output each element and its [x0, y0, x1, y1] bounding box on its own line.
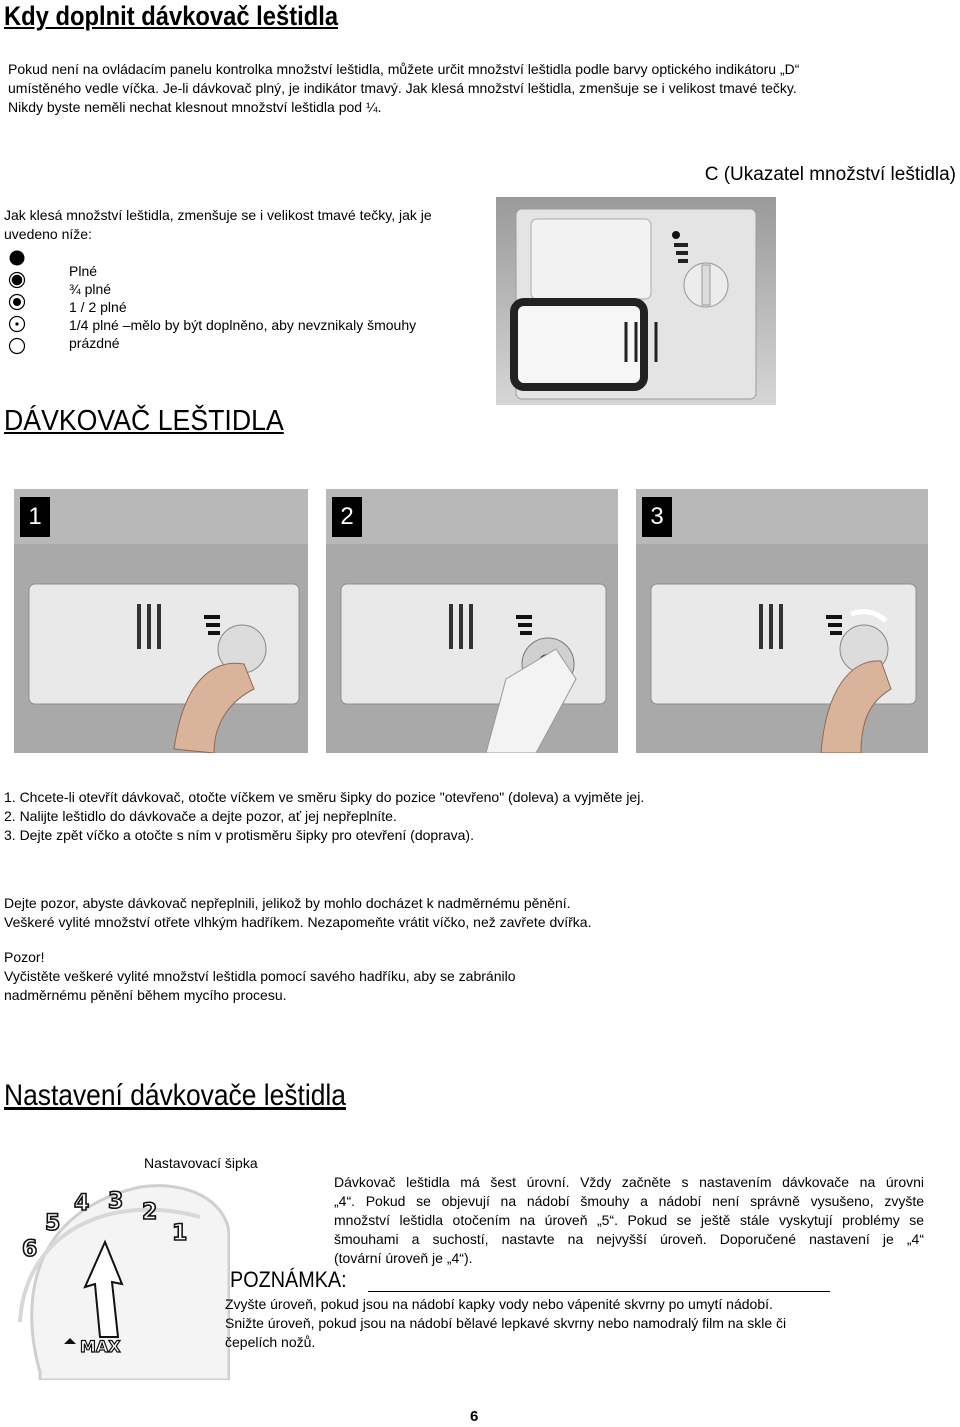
step-item: 3. Dejte zpět víčko a otočte s ním v protisměru šipky pro otevření (doprava). — [4, 827, 474, 843]
note-line: Zvyšte úroveň, pokud jsou na nádobí kapky vody nebo vápenité skvrny po umytí nádobí. — [225, 1296, 773, 1312]
note-line: čepelích nožů. — [225, 1334, 316, 1350]
level-labels — [69, 262, 489, 352]
dial-illustration — [0, 1172, 230, 1380]
dispenser-photo — [496, 197, 776, 405]
intro-line: Nikdy byste neměli nechat klesnout množství leštidla pod ¼. — [8, 99, 382, 115]
level-label: 1 / 2 plné — [69, 299, 127, 315]
caution-text — [4, 894, 954, 932]
dial-number: 4 — [74, 1191, 90, 1216]
dispenser-illustration — [496, 197, 776, 405]
levels-intro-line: Jak klesá množství leštidla, zmenšuje se i velikost tmavé tečky, jak je — [4, 207, 432, 223]
dispenser-heading: DÁVKOVAČ LEŠTIDLA — [4, 405, 284, 437]
step-number-tag: 1 — [20, 497, 50, 537]
step-number-tag: 2 — [332, 497, 362, 537]
level-label: prázdné — [69, 335, 120, 351]
settings-line: (tovární úroveň je „4“). — [334, 1250, 473, 1266]
warning-block — [4, 948, 954, 1005]
levels-intro-line: uvedeno níže: — [4, 226, 92, 242]
note-underline — [368, 1291, 830, 1292]
level-label: Plné — [69, 263, 98, 279]
dial-number: 5 — [45, 1211, 61, 1236]
arrow-label: Nastavovací šipka — [144, 1155, 258, 1171]
dial-number: 3 — [108, 1189, 124, 1214]
level-label: ¾ plné — [69, 281, 112, 297]
dial-number: 6 — [22, 1237, 38, 1262]
note-text — [225, 1295, 925, 1352]
settings-line: Dávkovač leštidla má šest úrovní. Vždy začněte s nastavením dávkovače na úrovni — [334, 1174, 924, 1190]
step-photo-2 — [326, 489, 618, 753]
level-dots — [4, 248, 34, 360]
settings-text — [334, 1173, 924, 1268]
dot-empty-icon — [10, 339, 25, 354]
warning-line: nadměrnému pěnění během mycího procesu. — [4, 987, 287, 1003]
intro-line: umístěného vedle víčka. Je-li dávkovač plný, je indikátor tmavý. Jak klesá množství leštidla, zmenšuje se i velikost tmavé tečky. — [8, 80, 797, 96]
dot-three-quarter-icon — [10, 273, 25, 288]
indicator-caption: C (Ukazatel množství leštidla) — [704, 164, 956, 185]
note-title: POZNÁMKA: — [230, 1267, 347, 1292]
levels-intro — [4, 206, 494, 244]
step-photo-1 — [14, 489, 308, 753]
settings-line: „4“. Pokud se objevují na nádobí šmouhy a nádobí není správně vysušeno, zvyšte — [334, 1193, 924, 1209]
dot-quarter-icon — [10, 317, 25, 332]
dot-full-icon — [10, 251, 25, 266]
caution-line: Dejte pozor, abyste dávkovač nepřeplnili, jelikož by mohlo docházet k nadměrnému pěnění. — [4, 895, 571, 911]
step-photo-3 — [636, 489, 928, 753]
warning-title: Pozor! — [4, 949, 45, 965]
max-label: MAX — [80, 1337, 121, 1356]
steps-list — [4, 788, 954, 845]
settings-line: šmouhami a suchostí, nastavte na nejvyšší úroveň. Doporučené nastavení je „4“ — [334, 1231, 924, 1247]
warning-line: Vyčistěte veškeré vylité množství leštidla pomocí savého hadříku, aby se zabránilo — [4, 968, 516, 984]
step-illustration — [636, 489, 928, 753]
step-illustration — [14, 489, 308, 753]
step-illustration — [326, 489, 618, 753]
settings-heading: Nastavení dávkovače leštidla — [4, 1079, 346, 1112]
step-item: 2. Nalijte leštidlo do dávkovače a dejte pozor, ať jej nepřeplníte. — [4, 808, 397, 824]
dot-half-icon — [10, 295, 25, 310]
note-line: Snižte úroveň, pokud jsou na nádobí bělavé lepkavé skvrny nebo namodralý film na skle či — [225, 1315, 787, 1331]
step-item: 1. Chcete-li otevřít dávkovač, otočte víčkem ve směru šipky do pozice "otevřeno" (doleva) a vyjměte jej. — [4, 789, 645, 805]
level-label: 1/4 plné –mělo by být doplněno, aby nevznikaly šmouhy — [69, 317, 417, 333]
dial-number: 2 — [142, 1200, 158, 1225]
step-number-tag: 3 — [642, 497, 672, 537]
intro-line: Pokud není na ovládacím panelu kontrolka množství leštidla, můžete určit množství leštidla podle barvy optického indikátoru „D“ — [8, 61, 800, 77]
settings-line: množství leštidla otočením na úroveň „5“. Pokud se ještě stále vyskytují problémy se — [334, 1212, 924, 1228]
page-title: Kdy doplnit dávkovač leštidla — [4, 1, 339, 31]
dial-number: 1 — [172, 1221, 188, 1246]
page-number: 6 — [470, 1408, 479, 1425]
caution-line: Veškeré vylité množství otřete vlhkým hadříkem. Nezapomeňte vrátit víčko, než zavřete dvířka. — [4, 914, 592, 930]
intro-paragraph — [8, 60, 948, 117]
